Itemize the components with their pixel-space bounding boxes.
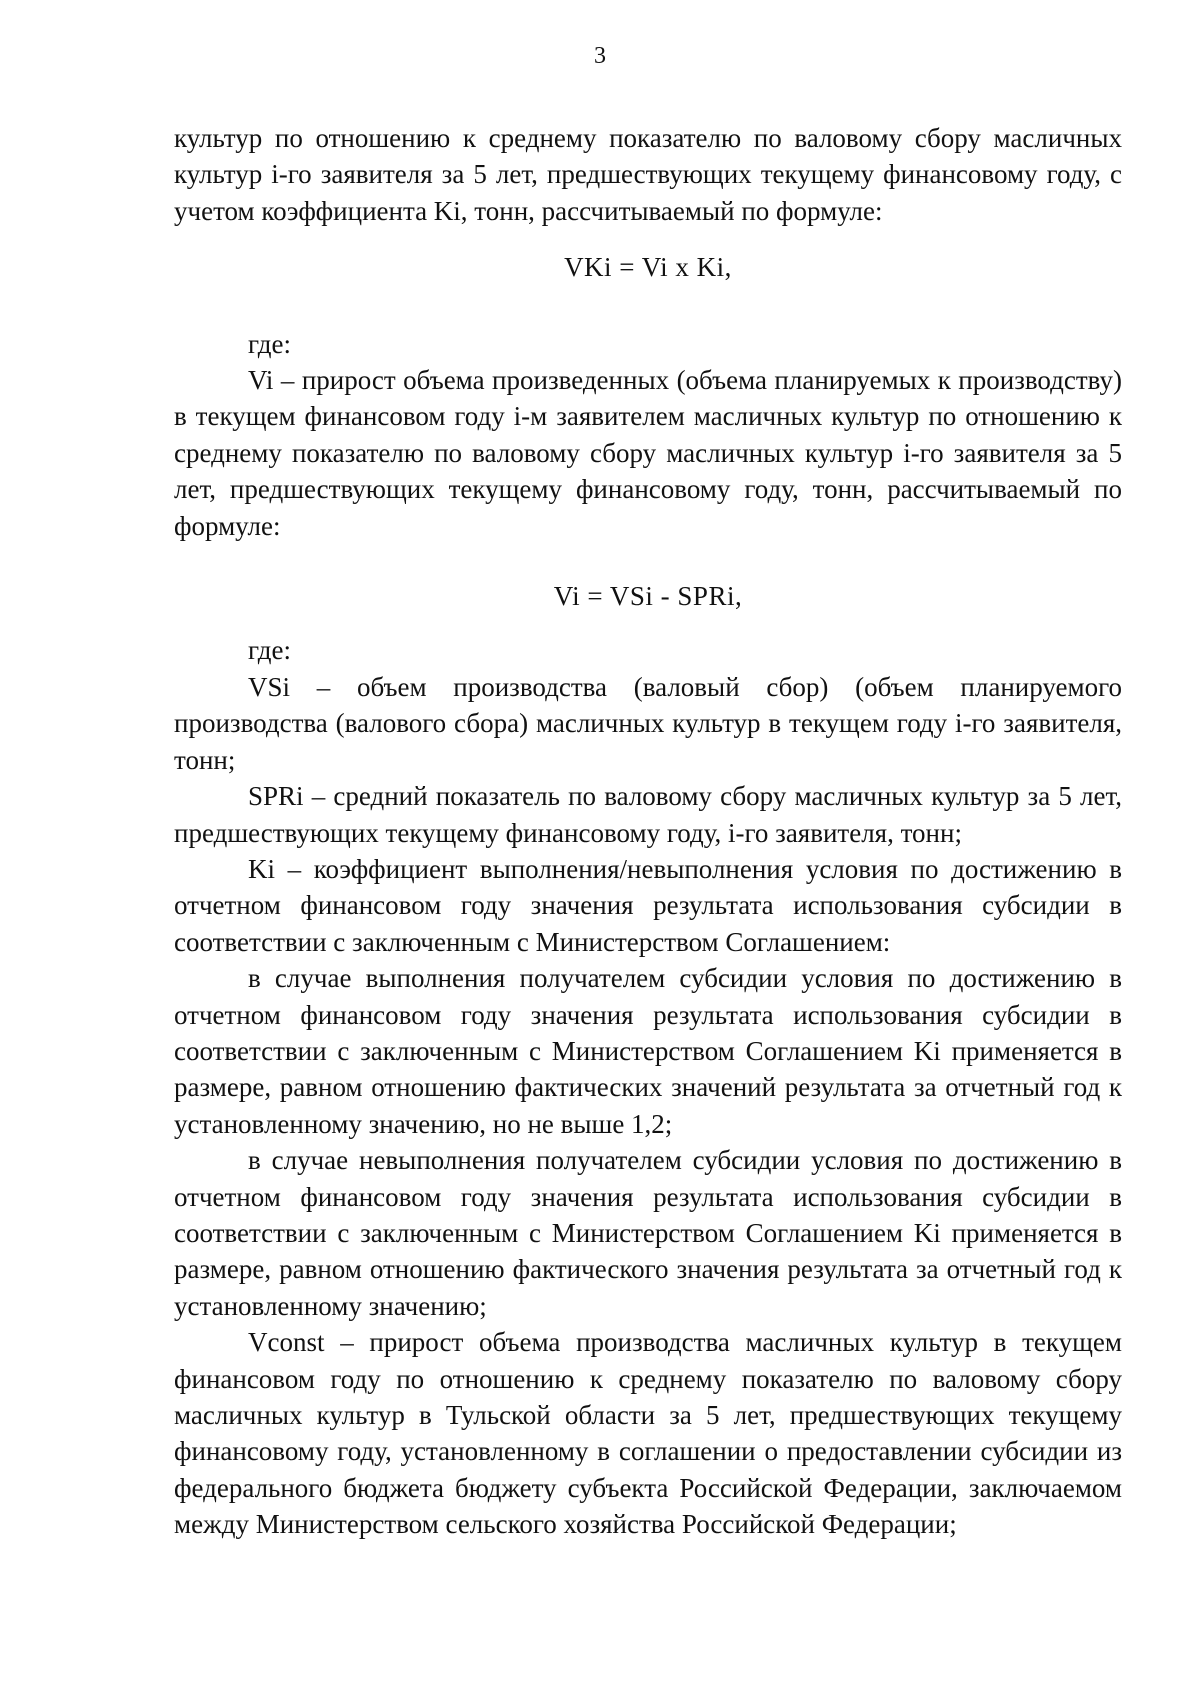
paragraph-continuation: культур по отношению к среднему показателю по валовому сбору масличных культур i-го заявителя за 5 лет, предшествующих текущему финансовому году, с учетом коэффициента Ki, тонн, рассчитываемый по формуле: — [174, 123, 1122, 226]
paragraph-spri-definition: SPRi – средний показатель по валовому сбору масличных культур за 5 лет, предшествующих текущему финансовому году, i-го заявителя, тонн; — [174, 781, 1122, 848]
paragraph-ki-fulfilled: в случае выполнения получателем субсидии условия по достижению в отчетном финансовом году значения результата использования субсидии в соответствии с заключенным с Министерством Соглашением Ki применяется в размере, равном отношению фактических значений результата за отчетный год к установленному значению, но не выше 1,2; — [174, 963, 1122, 1139]
where-label: где: — [248, 328, 291, 359]
document-body — [174, 120, 1122, 1543]
formula-vi: Vi = VSi - SPRi, — [553, 581, 743, 612]
paragraph-vi-definition: Vi – прирост объема произведенных (объема планируемых к производству) в текущем финансовом году i-м заявителем масличных культур по отношению к среднему показателю по валовому сбору масличных культур i-го заявителя за 5 лет, предшествующих текущему финансовому году, тонн, рассчитываемый по формуле: — [174, 365, 1122, 541]
formula-vki: VKi = Vi x Ki, — [564, 252, 732, 283]
paragraph-vconst-definition: Vconst – прирост объема производства масличных культур в текущем финансовом году по отношению к среднему показателю по валовому сбору масличных культур в Тульской области за 5 лет, предшествующих текущему финансовому году, установленному в соглашении о предоставлении субсидии из федерального бюджета бюджету субъекта Российской Федерации, заключаемом между Министерством сельского хозяйства Российской Федерации; — [174, 1327, 1122, 1540]
paragraph-ki-unfulfilled: в случае невыполнения получателем субсидии условия по достижению в отчетном финансовом году значения результата использования субсидии в соответствии с заключенным с Министерством Соглашением Ki применяется в размере, равном отношению фактического значения результата за отчетный год к установленному значению; — [174, 1145, 1122, 1321]
paragraph-vsi-definition: VSi – объем производства (валовый сбор) (объем планируемого производства (валового сбора) масличных культур в текущем году i-го заявителя, тонн; — [174, 671, 1122, 775]
where-label: где: — [248, 635, 291, 666]
paragraph-ki-definition: Ki – коэффициент выполнения/невыполнения условия по достижению в отчетном финансовом году значения результата использования субсидии в соответствии с заключенным с Министерством Соглашением: — [174, 853, 1122, 957]
page-number: 3 — [594, 43, 606, 69]
